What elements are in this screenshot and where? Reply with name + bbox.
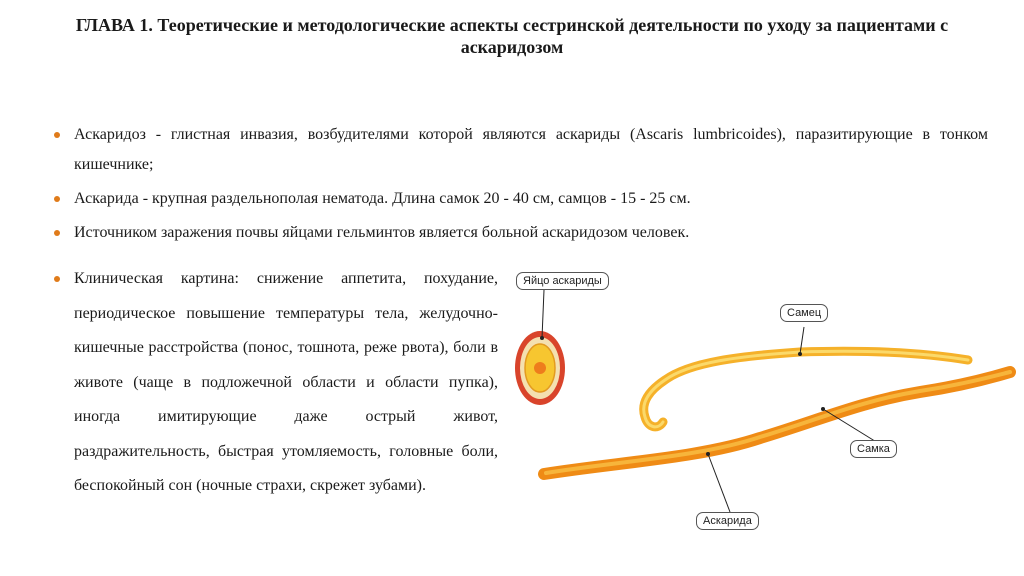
bullet-item [50,120,988,180]
clinical-picture-text: Клиническая картина: снижение аппетита, похудание, периодическое повышение температуры тела, желудочно-кишечные расстройства (понос, тошнота, реже рвота), боли в животе (чаще в подложечной области и области пупка), иногда имитирующие даже острый живот, раздражительность, быстрая утомляемость, головные боли, беспокойный сон (ночные страхи, скрежет зубами). [74,270,498,494]
ascaris-label: Аскарида [696,512,759,530]
ascaris-illustration [500,262,1024,567]
bullet-dot-icon [54,196,60,202]
bullet-dot-icon [54,132,60,138]
bullet-item [50,218,988,248]
clinical-picture-item [50,262,498,504]
bullet-text: Аскаридоз - глистная инвазия, возбудителями которой являются аскариды (Ascaris lumbricoides), паразитирующие в тонком кишечнике; [74,126,988,173]
bullet-text: Источником заражения почвы яйцами гельминтов является больной аскаридозом человек. [74,224,690,241]
bullet-text: Аскарида - крупная раздельнополая нематода. Длина самок 20 - 40 см, самцов - 15 - 25 см. [74,190,691,207]
egg-label: Яйцо аскариды [516,272,609,290]
egg-icon [515,331,565,405]
ascaris-drawing [500,262,1024,562]
bullet-dot-icon [54,230,60,236]
bullet-list [50,120,988,252]
slide-title: ГЛАВА 1. Теоретические и методологические аспекты сестринской деятельности по уходу за пациентами с аскаридозом [75,15,949,57]
female-worm-icon [544,372,1010,474]
male-label: Самец [780,304,828,322]
bullet-item [50,184,988,214]
bullet-dot-icon [54,276,60,282]
female-label: Самка [850,440,897,458]
